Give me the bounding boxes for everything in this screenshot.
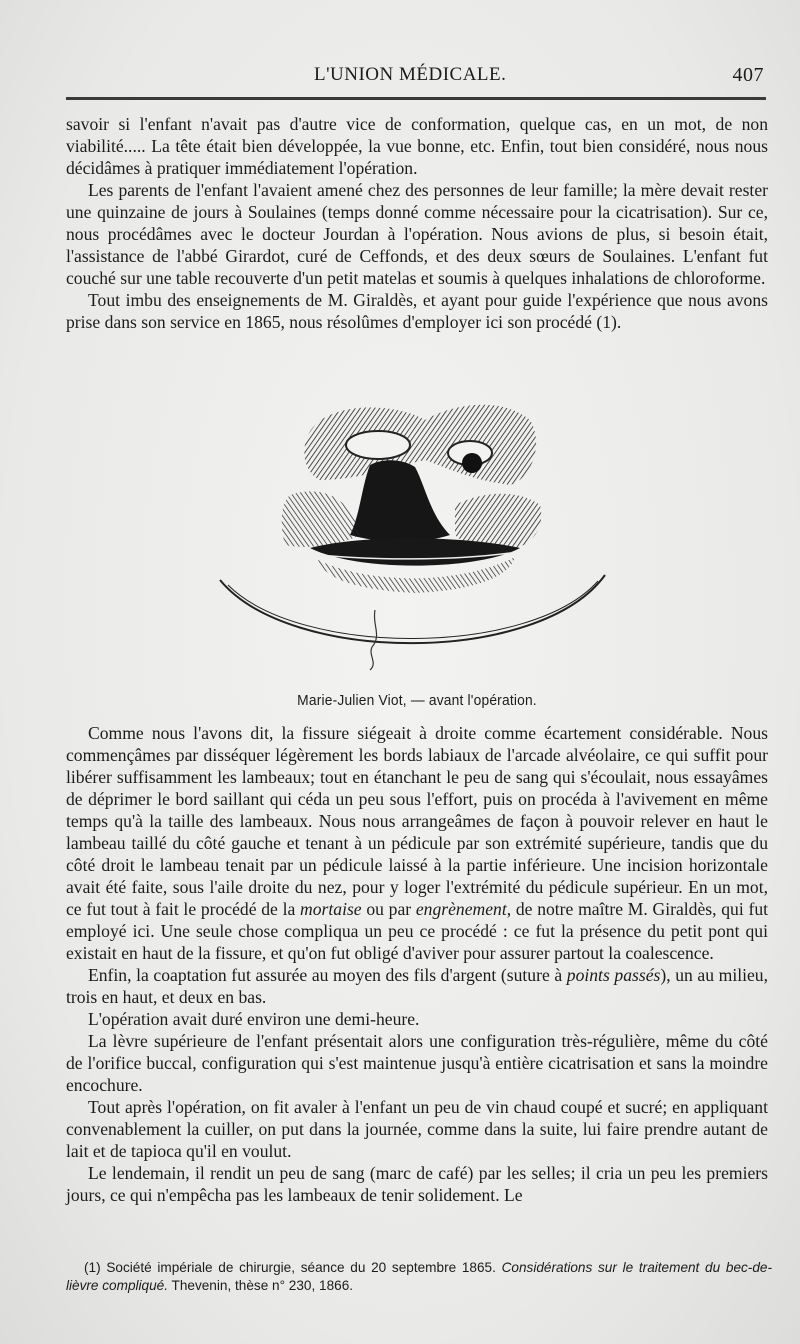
text-run: Comme nous l'avons dit, la fissure siégeait à droite comme écartement considérable. Nous commençâmes par disséquer légèrement les bords labiaux de l'arcade alvéolaire, ce qui suffit pour libérer suffisamment les lambeaux; tout en étanchant le peu de sang qui s'écoulait, nous essayâmes de déprimer le bord saillant qui céda un peu sous l'effort, puis on procéda à l'avivement en même temps qu'à la taille des lambeaux. Nous nous arrangeâmes de façon à pouvoir relever en haut le lambeau taillé du côté gauche et tenant à un pédicule par son extrémité supérieure, tandis que du côté droit le lambeau tenait par un pédicule laissé à la partie inférieure. Une incision horizontale avait été faite, sous l'aile droite du nez, pour y loger l'extrémité du pédicule supérieur. En un mot, ce fut tout à fait le procédé de la bbox=[66, 723, 768, 919]
paragraph: L'opération avait duré environ une demi-heure. bbox=[88, 1009, 420, 1029]
paragraph bbox=[66, 964, 768, 1008]
footnote-title: Considérations sur le traitement du bec-de-lièvre compliqué. bbox=[66, 1260, 772, 1293]
italic-term: engrènement bbox=[415, 899, 507, 919]
figure-caption: Marie-Julien Viot, — avant l'opération. bbox=[297, 692, 537, 709]
paragraph: Tout après l'opération, on fit avaler à l'enfant un peu de vin chaud coupé et sucré; en appliquant convenablement la cuiller, on put dans la journée, comme dans la suite, lui faire prendre autant de lait et de tapioca qu'il en voulut. bbox=[66, 1097, 768, 1161]
body-text-bottom bbox=[66, 722, 768, 1206]
paragraph: La lèvre supérieure de l'enfant présentait alors une configuration très-régulière, même du côté de l'orifice buccal, configuration qui s'est maintenue jusqu'à entière cicatrisation et sans la moindre encochure. bbox=[66, 1031, 768, 1095]
running-head bbox=[66, 62, 766, 88]
body-text-top bbox=[66, 113, 768, 333]
paragraph: savoir si l'enfant n'avait pas d'autre vice de conformation, quelque cas, en un mot, de non viabilité..... La tête était bien développée, la vue bonne, etc. Enfin, tout bien considéré, nous nous décidâmes à pratiquer immédiatement l'opération. bbox=[66, 114, 768, 178]
paragraph: Le lendemain, il rendit un peu de sang (marc de café) par les selles; il cria un peu les premiers jours, ce qui n'empêcha pas les lambeaux de tenir solidement. Le bbox=[66, 1163, 768, 1205]
header-rule bbox=[66, 97, 766, 100]
italic-term: mortaise bbox=[300, 899, 362, 919]
text-run: ), un au milieu, trois en haut, et deux en bas. bbox=[66, 965, 768, 1007]
footnote-run: Thevenin, thèse n° 230, 1866. bbox=[168, 1278, 354, 1293]
text-run: Enfin, la coaptation fut assurée au moyen des fils d'argent (suture à bbox=[88, 965, 567, 985]
running-title: L'UNION MÉDICALE. bbox=[314, 64, 507, 85]
footnote-text bbox=[66, 1259, 772, 1295]
footnote bbox=[66, 1259, 772, 1295]
paragraph bbox=[66, 722, 768, 964]
paragraph: Tout imbu des enseignements de M. Giraldès, et ayant pour guide l'expérience que nous avons prise dans son service en 1865, nous résolûmes d'employer ici son procédé (1). bbox=[66, 290, 768, 332]
paragraph: Les parents de l'enfant l'avaient amené chez des personnes de leur famille; la mère devait rester une quinzaine de jours à Soulaines (temps donné comme nécessaire pour la cicatrisation). Sur ce, nous procédâmes avec le docteur Jourdan à l'opération. Nous avions de plus, si besoin était, l'assistance de l'abbé Girardot, curé de Ceffonds, et des deux sœurs de Soulaines. L'enfant fut couché sur une table recouverte d'un petit matelas et soumis à quelques inhalations de chloroforme. bbox=[66, 180, 768, 288]
cleft-lip-illustration bbox=[210, 385, 610, 685]
text-run: ou par bbox=[361, 899, 416, 919]
page-number: 407 bbox=[732, 64, 764, 86]
italic-term: points passés bbox=[566, 965, 661, 985]
footnote-run: (1) Société impériale de chirurgie, séance du 20 septembre 1865. bbox=[84, 1260, 502, 1275]
text-run: , de notre maître M. Giraldès, qui fut employé ici. Une seule chose compliqua un peu ce procédé : ce fut la présence du petit pont qui existait en haut de la fissure, et qu'on fut obligé d'aviver pour assurer partout la coalescence. bbox=[66, 899, 768, 963]
